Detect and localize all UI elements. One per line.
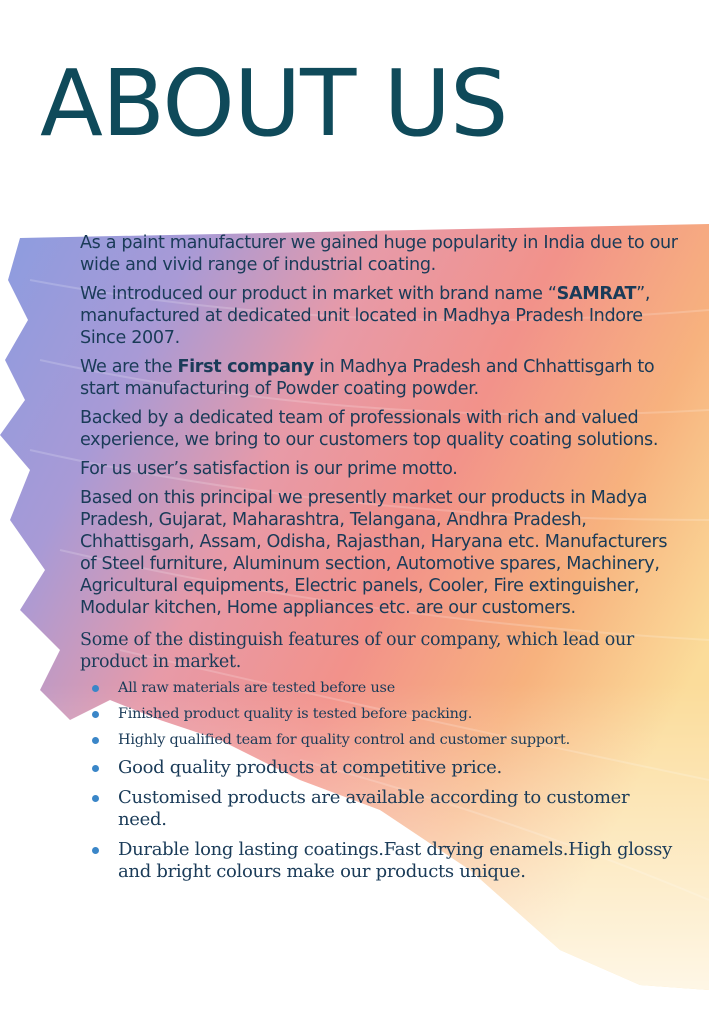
first-company-highlight: First company [177,357,314,377]
bullet-icon [92,765,99,772]
features-list [80,679,680,883]
feature-item [80,839,680,883]
text-span: We are the [80,357,178,377]
intro-paragraph-1: As a paint manufacturer we gained huge popularity in India due to our wide and vivid range of industrial coating. [80,233,678,275]
feature-text: Durable long lasting coatings.Fast drying enamels.High glossy and bright colours make our products unique. [118,839,672,882]
bullet-icon [92,737,99,744]
intro-paragraph-5: For us user’s satisfaction is our prime motto. [80,459,458,479]
intro-paragraph-4: Backed by a dedicated team of professionals with rich and valued experience, we bring to our customers top quality coating solutions. [80,408,659,450]
feature-item [80,679,680,697]
intro-paragraph-3 [80,356,680,400]
feature-text: Finished product quality is tested before packing. [118,706,473,722]
feature-item [80,731,680,749]
text-span: in Madhya Pradesh and Chhattisgarh to start manufacturing of Powder coating powder. [80,357,655,399]
text-span: We introduced our product in market with brand name “ [80,284,557,304]
feature-text: Good quality products at competitive price. [118,757,502,778]
intro-paragraph-6: Based on this principal we presently market our products in Madya Pradesh, Gujarat, Maharashtra, Telangana, Andhra Pradesh, Chhattisgarh, Assam, Odisha, Rajasthan, Haryana etc. Manufacturers of Steel furniture, Aluminum section, Automotive spares, Machinery, Agricultural equipments, Electric panels, Cooler, Fire extinguisher, Modular kitchen, Home appliances etc. are our customers. [80,488,668,618]
feature-text: All raw materials are tested before use [118,680,396,696]
page-title: ABOUT US [40,50,508,157]
feature-text: Highly qualified team for quality control and customer support. [118,732,571,748]
about-content [80,232,680,891]
feature-item [80,757,680,779]
text-span: ”, manufactured at dedicated unit located in Madhya Pradesh Indore Since 2007. [80,284,651,348]
feature-item [80,705,680,723]
bullet-icon [92,795,99,802]
bullet-icon [92,685,99,692]
bullet-icon [92,711,99,718]
feature-text: Customised products are available according to customer need. [118,787,630,830]
brand-name: SAMRAT [556,284,637,304]
bullet-icon [92,847,99,854]
feature-item [80,787,680,831]
features-heading: Some of the distinguish features of our company, which lead our product in market. [80,630,634,672]
intro-paragraph-2 [80,283,680,349]
